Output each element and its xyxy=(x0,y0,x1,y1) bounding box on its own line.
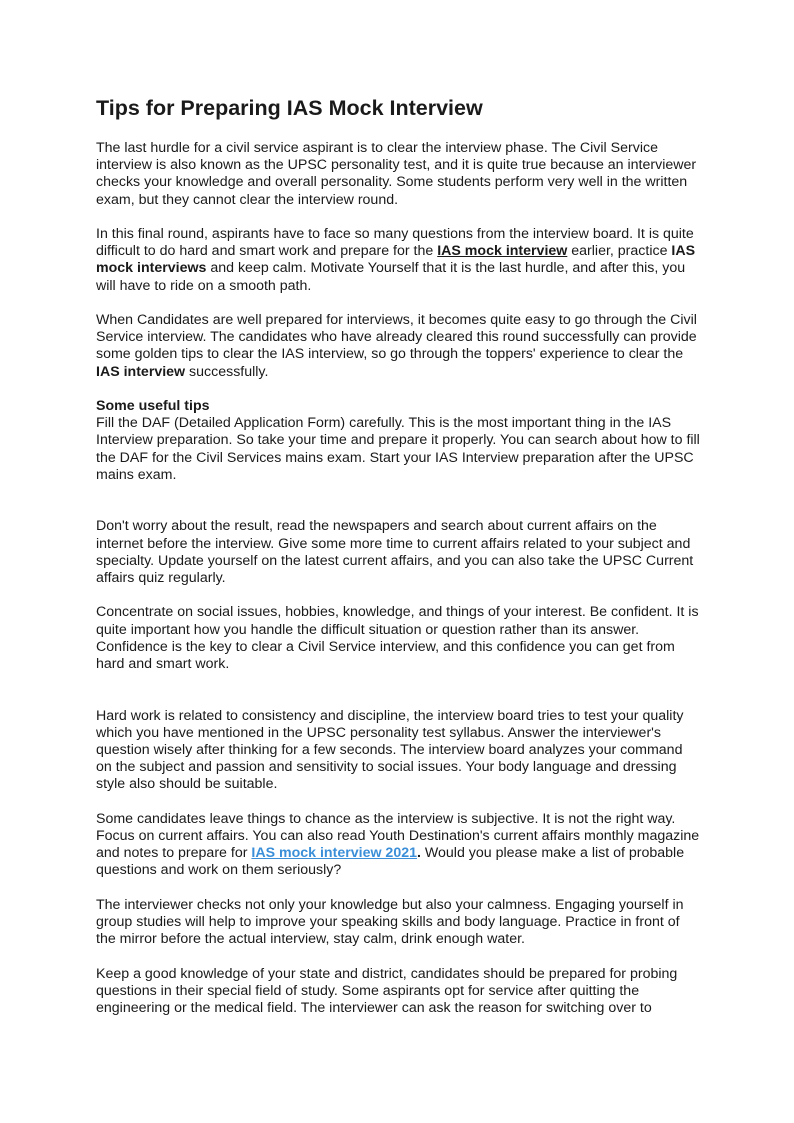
bold-dot: . xyxy=(417,845,421,862)
paragraph-daf xyxy=(96,398,702,484)
text-span: successfully. xyxy=(185,363,269,380)
paragraph-state-district: Keep a good knowledge of your state and district, candidates should be prepared for probing questions in their special field of study. Some aspirants opt for service after quitting the engineering or the medical field. The interviewer can ask the reason for switching over to xyxy=(96,965,678,1017)
text-span: When Candidates are well prepared for interviews, it becomes quite easy to go through the Civil Service interview. The candidates who have already cleared this round successfully can provide some golden tips to clear the IAS interview, so go through the toppers' experience to clear the xyxy=(96,312,697,363)
paragraph-current-affairs: Don't worry about the result, read the newspapers and search about current affairs on the internet before the interview. Give some more time to current affairs related to your subject and specialty. Update yourself on the latest current affairs, and you can also take the UPSC Current affairs quiz regularly. xyxy=(96,518,694,587)
text-span: Some candidates leave things to chance as the interview is subjective. It is not the right way. Focus on current affairs. You can also read Youth Destination's current affairs monthly magazine and notes to prepare for xyxy=(96,810,700,862)
text-span: In this final round, aspirants have to face so many questions from the interview board. It is quite difficult to do hard and smart work and prepare for the xyxy=(96,226,694,260)
text-span: and keep calm. Motivate Yourself that it is the last hurdle, and after this, you will have to ride on a smooth path. xyxy=(96,260,686,294)
paragraph-hard-work: Hard work is related to consistency and discipline, the interview board tries to test your quality which you have mentioned in the UPSC personality test syllabus. Answer the interviewer's question wisely after thinking for a few seconds. The interview board analyzes your command on the subject and passion and sensitivity to social issues. Your body language and dressing style also should be suitable. xyxy=(96,707,684,793)
ias-mock-interview-link[interactable]: IAS mock interview xyxy=(437,243,568,260)
ias-mock-interview-2021-link[interactable]: IAS mock interview 2021 xyxy=(251,845,417,862)
page-title: Tips for Preparing IAS Mock Interview xyxy=(96,96,483,120)
paragraph-confidence: Concentrate on social issues, hobbies, knowledge, and things of your interest. Be confident. It is quite important how you handle the difficult situation or question rather than its answer. Confidence is the key to clear a Civil Service interview, and this confidence you can get from hard and smart work. xyxy=(96,604,699,673)
text-span: Fill the DAF (Detailed Application Form) carefully. This is the most important thing in the IAS Interview preparation. So take your time and prepare it properly. You can search about how to fill the DAF for the Civil Services mains exam. Start your IAS Interview preparation after the UPSC mains exam. xyxy=(96,415,700,483)
bold-text: IAS interview xyxy=(96,363,186,380)
paragraph-final-round xyxy=(96,226,702,295)
text-span: Would you please make a list of probable questions and work on them seriously? xyxy=(96,845,685,879)
tips-heading: Some useful tips xyxy=(96,398,210,414)
paragraph-well-prepared xyxy=(96,312,702,381)
paragraph-chance xyxy=(96,811,702,880)
paragraph-calmness: The interviewer checks not only your knowledge but also your calmness. Engaging yourself in group studies will help to improve your speaking skills and body language. Practice in front of the mirror before the actual interview, stay calm, drink enough water. xyxy=(96,896,684,948)
bold-text: IAS mock interviews xyxy=(96,243,696,277)
text-span: earlier, practice xyxy=(567,243,672,260)
article-body xyxy=(96,140,702,1034)
paragraph-intro: The last hurdle for a civil service aspirant is to clear the interview phase. The Civil Service interview is also known as the UPSC personality test, and it is quite true because an interviewer checks your knowledge and overall personality. Some students perform very well in the written exam, but they cannot clear the interview round. xyxy=(96,140,697,208)
